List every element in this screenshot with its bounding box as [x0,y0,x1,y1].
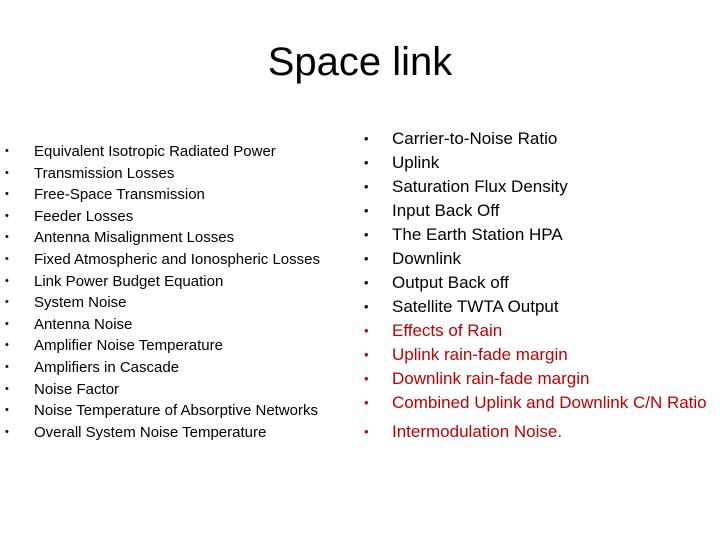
bullet-icon: • [364,251,369,266]
right-list-item-text: Carrier-to-Noise Ratio [392,129,558,148]
bullet-icon: • [5,145,9,157]
left-list-item [0,379,360,401]
left-list-item [0,357,360,379]
left-list-item-text: Fixed Atmospheric and Ionospheric Losses [34,250,320,268]
bullet-icon: • [364,227,369,242]
right-list-item [362,127,718,151]
bullet-icon: • [364,203,369,218]
left-list-item-text: Noise Temperature of Absorptive Networks [34,402,319,420]
bullet-icon: • [5,404,9,417]
left-list-item-text: Noise Factor [34,380,120,398]
left-list-item-text: Equivalent Isotropic Radiated Power [34,143,276,160]
bullet-icon: • [364,131,369,146]
bullet-icon: • [5,252,9,265]
right-bullet-list [362,127,718,444]
left-list-item-text: Amplifiers in Cascade [34,358,180,376]
left-list-item-text: Free-Space Transmission [34,186,205,204]
right-list-item-text: Effects of Rain [392,321,503,340]
left-list-item [0,206,360,228]
right-list-item [362,175,718,199]
left-list-item [0,141,360,163]
left-list-item-text: Amplifier Noise Temperature [34,337,223,355]
bullet-icon: • [5,209,9,222]
bullet-icon: • [364,424,369,439]
bullet-icon: • [364,275,369,290]
right-list-item [362,223,718,247]
right-list-item-text: Downlink rain-fade margin [392,369,590,388]
left-list-item-text: Transmission Losses [34,164,175,182]
left-list-item-text: Antenna Noise [34,315,133,333]
right-list-item-text: Combined Uplink and Downlink C/N Ratio [392,393,707,412]
left-list-item [0,163,360,185]
right-list-item [362,420,718,444]
right-list-item-text: Intermodulation Noise. [392,422,563,441]
left-list-item [0,314,360,336]
bullet-icon: • [364,323,369,338]
bullet-icon: • [5,231,9,244]
right-list-item [362,367,718,391]
left-list-item [0,335,360,357]
left-list-item-text: Antenna Misalignment Losses [34,229,235,247]
bullet-icon: • [5,166,9,179]
left-list-item [0,227,360,249]
right-list-item-text: Uplink rain-fade margin [392,345,568,364]
right-list-item [362,343,718,367]
right-list-item-text: Satellite TWTA Output [392,297,559,316]
left-list-item [0,400,360,422]
bullet-icon: • [5,296,9,309]
bullet-icon: • [364,155,369,170]
right-list-item-text: Downlink [392,249,461,268]
right-list-item [362,247,718,271]
bullet-icon: • [364,299,369,314]
right-list-item-text: The Earth Station HPA [392,225,563,244]
left-list-item [0,292,360,314]
right-list-item [362,319,718,343]
bullet-icon: • [5,274,9,287]
bullet-icon: • [5,382,9,395]
bullet-icon: • [5,317,9,330]
left-list-item-text: System Noise [34,294,127,312]
left-list-item-text: Feeder Losses [34,207,134,225]
right-list-item-text: Saturation Flux Density [392,177,568,196]
right-list-item [362,199,718,223]
left-list-item-text: Overall System Noise Temperature [34,423,267,441]
bullet-icon: • [5,339,9,352]
left-list-item [0,184,360,206]
left-list-item [0,249,360,271]
bullet-icon: • [364,395,369,410]
bullet-icon: • [364,371,369,386]
left-list-item [0,271,360,293]
right-list-item [362,151,718,175]
right-list-item-text: Input Back Off [392,201,500,220]
bullet-icon: • [5,425,9,438]
right-list-item-text: Output Back off [392,273,509,292]
bullet-icon: • [5,188,9,201]
right-list-item-text: Uplink [392,153,440,172]
left-list-item [0,422,360,444]
page-title: Space link [267,40,453,84]
bullet-icon: • [5,360,9,373]
left-bullet-list [0,141,360,443]
right-list-item [362,295,718,319]
left-list-item-text: Link Power Budget Equation [34,272,224,290]
bullet-icon: • [364,179,369,194]
bullet-icon: • [364,347,369,362]
right-list-item [362,271,718,295]
right-list-item [362,394,718,412]
